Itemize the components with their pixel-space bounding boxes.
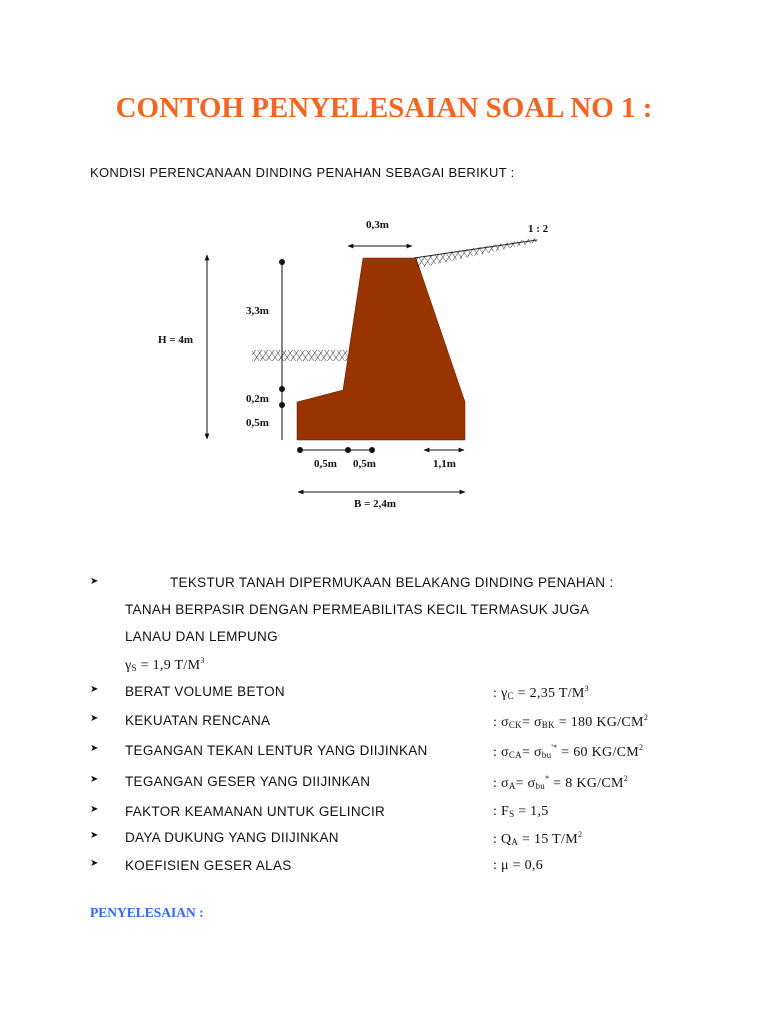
label-02: 0,2m <box>246 393 269 405</box>
item-value: : $Q_A = 15$ $T/M^2$ <box>493 830 583 847</box>
item-label: TEGANGAN TEKAN LENTUR YANG DIIJINKAN <box>125 743 428 758</box>
item-label: KEKUATAN RENCANA <box>125 713 271 728</box>
gamma-s-value <box>125 656 205 674</box>
bullet-icon: ➤ <box>90 684 99 695</box>
item-value: : $F_S = 1,5$ <box>493 804 549 819</box>
label-top-width: 0,3m <box>366 219 389 231</box>
gamma-sup: 3 <box>200 656 205 665</box>
item-label: KOEFISIEN GESER ALAS <box>125 858 292 873</box>
dim-dot-top <box>279 259 285 265</box>
label-heel: 1,1m <box>433 458 456 470</box>
label-slope: 1 : 2 <box>528 223 549 235</box>
bullet-icon: ➤ <box>90 774 99 785</box>
penyelesaian-heading: PENYELESAIAN : <box>90 905 204 920</box>
gamma-rest: = 1,9 T/M <box>136 658 201 673</box>
item-value: : $\sigma_{CK}= \sigma_{BK} = 180$ $KG/CM^2$ <box>493 713 649 730</box>
label-base: B = 2,4m <box>354 498 397 510</box>
intro-text: KONDISI PERENCANAAN DINDING PENAHAN SEBAGAI BERIKUT : <box>90 165 515 180</box>
bullet-icon: ➤ <box>90 713 99 724</box>
bullet-icon: ➤ <box>90 804 99 815</box>
front-ground-hatch-2 <box>252 350 348 361</box>
label-total-height: H = 4m <box>158 334 193 346</box>
gamma-symbol: γ <box>125 658 132 673</box>
item-value: : μ = 0,6 <box>493 858 543 873</box>
retaining-wall-diagram <box>0 200 768 520</box>
gamma-sub: S <box>131 663 137 673</box>
item-value: : $\sigma_{CA}= \sigma_{bu}^{'*} = 60$ $KG/CM^2$ <box>493 743 644 760</box>
item-value: : $\sigma_A= \sigma_{bu}^* = 8$ $KG/CM^2$ <box>493 774 629 791</box>
label-05-vertical: 0,5m <box>246 417 269 429</box>
label-toe-a: 0,5m <box>314 458 337 470</box>
bullet-icon: ➤ <box>90 576 99 587</box>
dim-dot-low <box>279 402 285 408</box>
toe-dot-2 <box>345 447 351 453</box>
bullet-icon: ➤ <box>90 830 99 841</box>
item-label: FAKTOR KEAMANAN UNTUK GELINCIR <box>125 804 386 819</box>
item-value: : $\gamma_C = 2,35$ $T/M^3$ <box>493 684 589 701</box>
label-height-upper: 3,3m <box>246 305 269 317</box>
toe-dot-1 <box>297 447 303 453</box>
item-label: BERAT VOLUME BETON <box>125 684 285 699</box>
wall-body <box>297 258 465 440</box>
texture-line-1: TEKSTUR TANAH DIPERMUKAAN BELAKANG DINDING PENAHAN : <box>170 575 614 590</box>
dim-dot-mid <box>279 386 285 392</box>
bullet-icon: ➤ <box>90 858 99 869</box>
item-label: DAYA DUKUNG YANG DIIJINKAN <box>125 830 339 845</box>
texture-line-2: TANAH BERPASIR DENGAN PERMEABILITAS KECIL TERMASUK JUGA <box>125 602 590 617</box>
texture-line-3: LANAU DAN LEMPUNG <box>125 629 278 644</box>
toe-dot-3 <box>369 447 375 453</box>
page-title: CONTOH PENYELESAIAN SOAL NO 1 : <box>115 92 653 124</box>
label-toe-b: 0,5m <box>353 458 376 470</box>
bullet-icon: ➤ <box>90 743 99 754</box>
item-label: TEGANGAN GESER YANG DIIJINKAN <box>125 774 371 789</box>
